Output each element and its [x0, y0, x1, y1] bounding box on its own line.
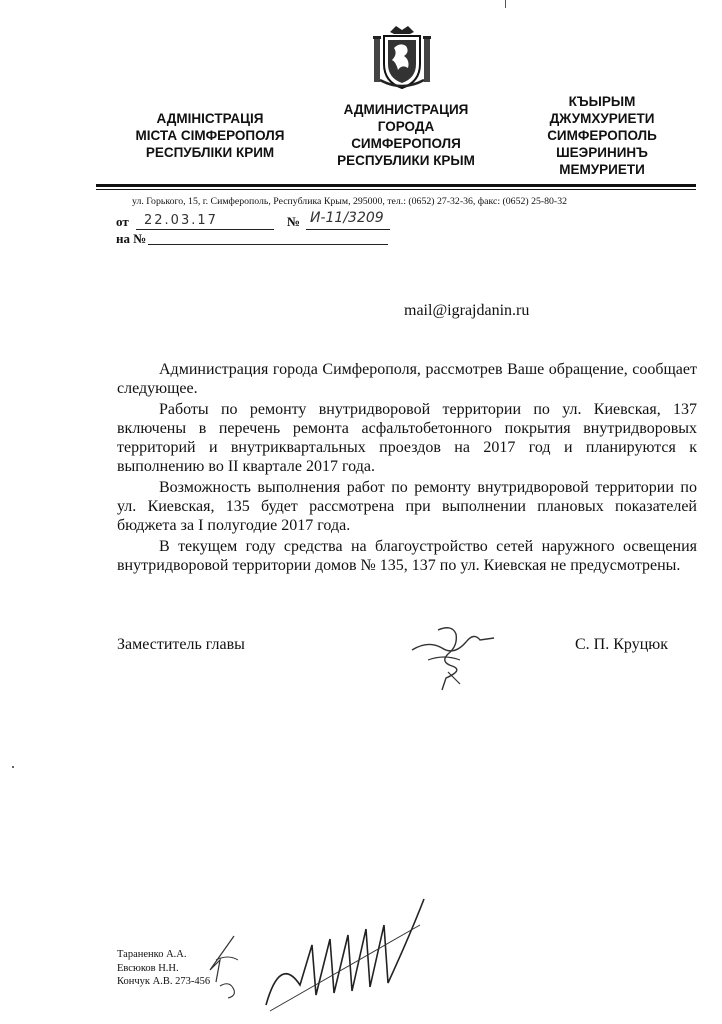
- header-russian-line: СИМФЕРОПОЛЯ: [351, 136, 461, 151]
- header-crimean-tatar-line: КЪЫРЫМ: [568, 94, 636, 109]
- header-crimean-tatar: [526, 93, 678, 178]
- handwritten-signature-icon: [408, 620, 498, 692]
- body-paragraph: Возможность выполнения работ по ремонту внутридворовой территории по ул. Киевская, 135 будет рассмотрена при выполнении плановых показателей бюджета за I полугодие 2017 года.: [117, 479, 697, 534]
- header-russian: [318, 101, 494, 169]
- reg-date: 22.03.17: [144, 213, 218, 228]
- executor-line: Евсюков Н.Н.: [117, 962, 179, 974]
- header-ukrainian-line: АДМІНІСТРАЦІЯ: [156, 111, 264, 126]
- scan-mark: [505, 0, 506, 8]
- crimea-coat-of-arms-icon: [370, 24, 434, 90]
- header-ukrainian: [112, 110, 308, 161]
- scan-speck: [12, 766, 14, 768]
- header-crimean-tatar-line: СИМФЕРОПОЛЬ: [547, 128, 657, 143]
- header-crimean-tatar-line: МЕМУРИЕТИ: [559, 162, 645, 177]
- header-ukrainian-line: РЕСПУБЛІКИ КРИМ: [145, 145, 275, 160]
- header-crimean-tatar-line: ДЖУМХУРИЕТИ: [549, 111, 655, 126]
- executor-line: Тараненко А.А.: [117, 949, 187, 960]
- header-ukrainian-line: МІСТА СІМФЕРОПОЛЯ: [135, 128, 285, 143]
- header-russian-line: РЕСПУБЛИКИ КРЫМ: [337, 153, 475, 168]
- reg-number: И-11/3209: [310, 210, 384, 226]
- signatory-name: С. П. Круцюк: [575, 636, 668, 653]
- signatory-position: Заместитель главы: [117, 636, 245, 653]
- reg-to-label: на №: [116, 231, 147, 246]
- header-divider-thin: [96, 189, 696, 190]
- reg-number-label: №: [287, 214, 301, 229]
- recipient-email: mail@igrajdanin.ru: [404, 302, 530, 319]
- header-russian-line: АДМИНИСТРАЦИЯ: [343, 102, 469, 117]
- reg-from-label: от: [116, 214, 129, 229]
- executor-initials-icon: [190, 930, 260, 1000]
- body-paragraph: Администрация города Симферополя, рассмотрев Ваше обращение, сообщает следующее.: [117, 361, 697, 397]
- body-paragraph: В текущем году средства на благоустройство сетей наружного освещения внутридворовой территории домов № 135, 137 по ул. Киевская не предусмотрены.: [117, 538, 697, 574]
- executor-line: Кончук А.В. 273-456: [117, 976, 211, 987]
- body-paragraph: Работы по ремонту внутридворовой территории по ул. Киевская, 137 включены в перечень ремонта асфальтобетонного покрытия внутридворовых территорий и внутриквартальных проездов на 2017 год и планируются к выполнению во II квартале 2017 года.: [117, 401, 697, 475]
- reg-to-underline: [148, 244, 388, 245]
- reg-date-underline: [136, 229, 274, 230]
- header-russian-line: ГОРОДА: [377, 119, 435, 134]
- handwritten-scribble-icon: [260, 895, 430, 1015]
- reg-number-underline: [306, 229, 390, 230]
- header-divider-thick: [96, 184, 696, 187]
- address-line: ул. Горького, 15, г. Симферополь, Республика Крым, 295000, тел.: (0652) 27-32-36, факс: (0652) 25-80-32: [132, 196, 567, 207]
- header-crimean-tatar-line: ШЕЭРИНИНЪ: [556, 145, 648, 160]
